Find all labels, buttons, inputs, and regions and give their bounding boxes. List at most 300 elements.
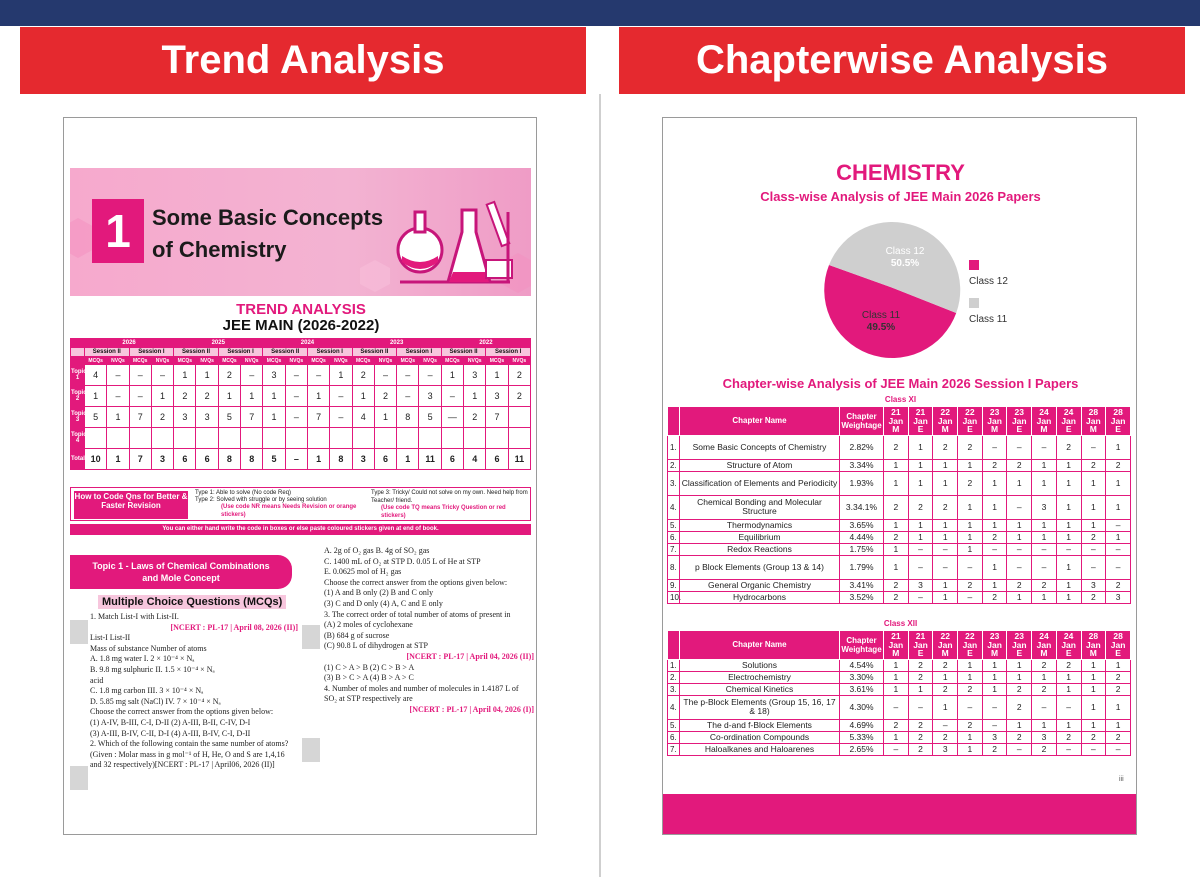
trend-cell: 1 xyxy=(263,407,285,428)
type2-text: Type 2: Solved with struggle or by seeing solution xyxy=(195,497,327,503)
cw-count: 3 xyxy=(1106,591,1131,603)
cw-count: 1 xyxy=(884,519,909,531)
cw-count: 2 xyxy=(982,459,1007,471)
chapter-number: 1 xyxy=(92,199,144,263)
cw-count: – xyxy=(1106,555,1131,579)
cw-weightage: 1.93% xyxy=(840,471,884,495)
cw-count: – xyxy=(958,591,983,603)
cw-count: 1 xyxy=(1081,719,1106,731)
chapter-title-line2: of Chemistry xyxy=(152,237,287,262)
cw-date-header xyxy=(884,631,909,660)
trend-cell: 1 xyxy=(330,365,352,386)
cw-date-part: Jan xyxy=(1061,415,1076,426)
cw-chapter-name: Some Basic Concepts of Chemistry xyxy=(680,435,840,459)
cw-date-part: 21 xyxy=(915,407,926,417)
cw-count: – xyxy=(1056,743,1081,755)
type3-code: (Use code TQ means Tricky Question or red stickers) xyxy=(381,505,506,519)
cw-weightage: 4.44% xyxy=(840,531,884,543)
trend-cell xyxy=(508,407,530,428)
trend-cell: 1 xyxy=(352,386,374,407)
cw-date-part: 28 xyxy=(1113,631,1123,641)
cw-date-part: Jan xyxy=(987,415,1002,426)
trend-subhead: MCQs xyxy=(441,357,463,365)
page-number: iii xyxy=(1119,776,1124,783)
cw-count: 1 xyxy=(982,659,1007,671)
cw-date-part: 24 xyxy=(1039,407,1049,417)
trend-cell: 1 xyxy=(374,407,396,428)
cw-date-part: Jan xyxy=(1036,415,1052,426)
cw-count: 1 xyxy=(1056,579,1081,591)
trend-cell: 4 xyxy=(352,407,374,428)
trend-cell: 6 xyxy=(486,449,508,470)
cw-chapter-name: Thermodynamics xyxy=(680,519,840,531)
trend-cell: 11 xyxy=(508,449,530,470)
cw-date-part: Jan xyxy=(1036,639,1052,650)
cw-date-part: 21 xyxy=(915,631,926,641)
cw-count: 1 xyxy=(1056,471,1081,495)
cw-count: – xyxy=(908,555,933,579)
cw-date-part: Jan xyxy=(987,639,1002,650)
right-page xyxy=(662,117,1137,835)
cw-count: 2 xyxy=(908,731,933,743)
cw-count: – xyxy=(982,719,1007,731)
cw-date-part: 22 xyxy=(940,631,950,641)
topic-tab xyxy=(70,555,292,589)
cw-date-part: E xyxy=(1016,648,1023,658)
question-line: Choose the correct answer from the options given below: xyxy=(324,577,508,587)
cw-date-part: E xyxy=(967,648,973,658)
cw-weightage: 1.79% xyxy=(840,555,884,579)
cw-count: 1 xyxy=(982,519,1007,531)
cw-date-part: M xyxy=(892,648,900,658)
cw-date-part: E xyxy=(917,648,924,658)
trend-subhead: MCQs xyxy=(397,357,419,365)
cw-date-part: M xyxy=(1040,648,1048,658)
cw-row-number: 8. xyxy=(668,555,680,579)
question-line: SO₂ at STP respectively are xyxy=(324,694,413,704)
question-line: A. 2g of O₂ gas B. 4g of SO₂ gas xyxy=(324,546,430,555)
cw-row xyxy=(668,591,1131,603)
cw-count: 2 xyxy=(933,683,958,695)
cw-date-header xyxy=(1081,407,1106,436)
trend-subhead: MCQs xyxy=(174,357,196,365)
cw-weightage: 3.34.1% xyxy=(840,495,884,519)
trend-row-label: Topic 4 xyxy=(71,428,85,449)
cw-count: 1 xyxy=(933,459,958,471)
cw-count: 1 xyxy=(908,519,933,531)
cw-header-weightage-1: Chapter xyxy=(846,411,877,421)
question-line: C. 1400 mL of O₂ at STP D. 0.05 L of He at STP xyxy=(324,556,481,566)
cw-count: 1 xyxy=(958,495,983,519)
cw-count: 1 xyxy=(982,579,1007,591)
left-page xyxy=(63,117,537,835)
trend-row-label: Topic 3 xyxy=(71,407,85,428)
cw-weightage: 3.41% xyxy=(840,579,884,591)
cw-count: 1 xyxy=(958,543,983,555)
cw-count: 2 xyxy=(908,719,933,731)
trend-year: 2023 xyxy=(352,339,441,348)
topic-tab-line1: Topic 1 - Laws of Chemical Combinations xyxy=(92,561,270,571)
question-line: (3) A-III, B-IV, C-II, D-I (4) A-III, B-IV, C-I, D-II xyxy=(90,728,251,738)
cw-count: 2 xyxy=(884,719,909,731)
trend-cell: – xyxy=(330,386,352,407)
trend-cell: 1 xyxy=(218,386,240,407)
cw-count: – xyxy=(1081,435,1106,459)
cw-count: 2 xyxy=(1007,683,1032,695)
cw-date-part: M xyxy=(941,648,949,658)
question-line: (C) 90.8 L of dihydrogen at STP xyxy=(324,641,428,651)
cw-date-part: E xyxy=(967,424,973,434)
cw-count: 1 xyxy=(1106,531,1131,543)
cw-date-part: M xyxy=(1089,424,1097,434)
cw-header-blank xyxy=(668,407,680,436)
cw-row xyxy=(668,671,1131,683)
trend-cell: 7 xyxy=(486,407,508,428)
cw-count: 1 xyxy=(1032,719,1057,731)
cw-count: 2 xyxy=(1056,435,1081,459)
question-line: B. 9.8 mg sulphuric II. 1.5 × 10⁻⁴ × Nₐ xyxy=(90,664,215,674)
cw-date-part: E xyxy=(1065,648,1072,658)
cw-count: 1 xyxy=(1032,471,1057,495)
cw-chapter-name: Solutions xyxy=(680,659,840,671)
cw-row xyxy=(668,555,1131,579)
cw-count: 2 xyxy=(982,743,1007,755)
chapter-title xyxy=(152,202,383,266)
cw-count: 2 xyxy=(958,683,983,695)
trend-cell: 8 xyxy=(218,449,240,470)
cw-date-part: E xyxy=(1115,648,1121,658)
cw-weightage: 2.82% xyxy=(840,435,884,459)
trend-cell: 1 xyxy=(441,365,463,386)
cw-count: 1 xyxy=(958,519,983,531)
trend-cell xyxy=(285,428,307,449)
cw-row xyxy=(668,495,1131,519)
cw-header-row xyxy=(668,631,1131,660)
cw-weightage: 4.54% xyxy=(840,659,884,671)
cw-count: 1 xyxy=(1081,659,1106,671)
cw-weightage: 3.34% xyxy=(840,459,884,471)
cw-count: 2 xyxy=(1106,683,1131,695)
cw-count: 2 xyxy=(1032,683,1057,695)
cw-chapter-name: The d-and f-Block Elements xyxy=(680,719,840,731)
trend-cell: 1 xyxy=(464,386,486,407)
cw-count: 3 xyxy=(1032,495,1057,519)
trend-session: Session II xyxy=(85,348,130,357)
cw-count: 2 xyxy=(908,671,933,683)
cw-count: 1 xyxy=(1007,591,1032,603)
trend-session: Session II xyxy=(174,348,219,357)
trend-cell: 6 xyxy=(174,449,196,470)
cw-count: 2 xyxy=(1007,459,1032,471)
cw-row xyxy=(668,579,1131,591)
cw-chapter-name: Co-ordination Compounds xyxy=(680,731,840,743)
cw-count: 1 xyxy=(1106,435,1131,459)
cw-date-part: 23 xyxy=(1014,631,1025,641)
trend-cell: 3 xyxy=(196,407,218,428)
cw-weightage: 3.30% xyxy=(840,671,884,683)
cw-chapter-name: The p-Block Elements (Group 15, 16, 17 & 18) xyxy=(680,695,840,719)
cw-row-number: 2. xyxy=(668,459,680,471)
cw-count: 1 xyxy=(908,531,933,543)
legend-swatch-class12 xyxy=(969,260,979,270)
trend-cell xyxy=(464,428,486,449)
cw-row-number: 10. xyxy=(668,591,680,603)
trend-cell: – xyxy=(307,365,329,386)
question-line: List-I List-II xyxy=(90,633,131,643)
trend-subhead: NVQs xyxy=(508,357,530,365)
trend-session: Session II xyxy=(352,348,397,357)
trend-cell: 1 xyxy=(151,386,173,407)
trend-session: Session I xyxy=(307,348,352,357)
pie-category-label: Class 12 xyxy=(885,246,925,258)
pie-value-label: 49.5% xyxy=(866,321,896,333)
trend-subhead: MCQs xyxy=(263,357,285,365)
trend-row xyxy=(71,428,531,449)
cw-row-number: 2. xyxy=(668,671,680,683)
cw-count: 1 xyxy=(958,531,983,543)
cw-count: – xyxy=(1007,543,1032,555)
cw-date-header xyxy=(982,407,1007,436)
cw-count: 1 xyxy=(982,495,1007,519)
cw-date-part: M xyxy=(991,648,999,658)
class11-label: Class XI xyxy=(884,395,917,404)
cw-count: 2 xyxy=(908,743,933,755)
cw-date-part: M xyxy=(941,424,949,434)
cw-date-part: 24 xyxy=(1063,407,1074,417)
cw-chapter-name: p Block Elements (Group 13 & 14) xyxy=(680,555,840,579)
cw-count: – xyxy=(1007,435,1032,459)
trend-cell: – xyxy=(330,407,352,428)
cw-count: – xyxy=(1007,555,1032,579)
trend-cell: 1 xyxy=(397,449,419,470)
cw-count: – xyxy=(982,543,1007,555)
cw-date-header xyxy=(1056,631,1081,660)
footer-bar xyxy=(663,794,1137,835)
banner-chapterwise-analysis: Chapterwise Analysis xyxy=(619,27,1185,94)
cw-count: – xyxy=(884,695,909,719)
trend-cell: – xyxy=(397,365,419,386)
trend-cell: – xyxy=(285,407,307,428)
cw-date-part: 23 xyxy=(989,631,1000,641)
cw-count: 2 xyxy=(1032,659,1057,671)
trend-cell: 2 xyxy=(352,365,374,386)
trend-title: TREND ANALYSIS xyxy=(236,301,366,318)
cw-date-part: Jan xyxy=(1061,639,1076,650)
cw-count: 1 xyxy=(908,683,933,695)
cw-count: 2 xyxy=(1106,671,1131,683)
trend-row xyxy=(71,386,531,407)
cw-row-number: 1. xyxy=(668,435,680,459)
trend-cell: 10 xyxy=(85,449,107,470)
trend-cell xyxy=(218,428,240,449)
page-divider xyxy=(599,94,601,877)
trend-cell: 2 xyxy=(374,386,396,407)
cw-count: 2 xyxy=(908,495,933,519)
trend-cell xyxy=(196,428,218,449)
trend-cell xyxy=(441,428,463,449)
cw-date-part: Jan xyxy=(962,415,978,426)
cw-date-header xyxy=(908,407,933,436)
trend-cell: 1 xyxy=(107,407,129,428)
answer-box-q3 xyxy=(302,625,320,649)
question-line: (1) A and B only (2) B and C only xyxy=(324,588,434,598)
cw-date-part: 21 xyxy=(891,407,901,417)
question-line: Mass of substance Number of atoms xyxy=(90,643,207,653)
cw-row xyxy=(668,659,1131,671)
trend-cell: 5 xyxy=(218,407,240,428)
cw-count: 1 xyxy=(884,543,909,555)
cw-weightage: 3.52% xyxy=(840,591,884,603)
cw-count: – xyxy=(1106,743,1131,755)
cw-count: – xyxy=(982,695,1007,719)
cw-count: 2 xyxy=(1007,579,1032,591)
trend-subhead: NVQs xyxy=(464,357,486,365)
class11-table xyxy=(667,406,1131,604)
trend-subhead: MCQs xyxy=(307,357,329,365)
cw-count: 1 xyxy=(1056,591,1081,603)
cw-date-part: 21 xyxy=(891,631,901,641)
trend-session: Session I xyxy=(397,348,442,357)
trend-cell: – xyxy=(285,386,307,407)
trend-cell: – xyxy=(241,365,263,386)
cw-date-header xyxy=(933,407,958,436)
cw-count: 1 xyxy=(1056,683,1081,695)
cw-count: 2 xyxy=(958,471,983,495)
cw-count: 2 xyxy=(1106,731,1131,743)
cw-date-part: M xyxy=(1040,424,1048,434)
question-line: Choose the correct answer from the options given below: xyxy=(90,707,274,717)
cw-count: 2 xyxy=(1056,659,1081,671)
trend-row-label: Total xyxy=(71,449,85,470)
cw-header-weightage-1: Chapter xyxy=(846,635,877,645)
trend-year: 2024 xyxy=(263,339,352,348)
cw-count: 1 xyxy=(982,555,1007,579)
cw-date-part: Jan xyxy=(937,639,953,650)
cw-row-number: 5. xyxy=(668,519,680,531)
cw-count: 1 xyxy=(884,671,909,683)
question-line: C. 1.8 mg carbon III. 3 × 10⁻⁴ × Nₐ xyxy=(90,686,204,696)
cw-date-part: Jan xyxy=(888,415,904,426)
trend-cell xyxy=(307,428,329,449)
cw-count: 2 xyxy=(982,591,1007,603)
question-line: and 32 respectively)[NCERT : PL-17 | April06, 2026 (II)] xyxy=(90,760,275,770)
cw-count: 1 xyxy=(1032,459,1057,471)
trend-cell: – xyxy=(129,365,151,386)
cw-row-number: 4. xyxy=(668,695,680,719)
cw-count: 1 xyxy=(1056,519,1081,531)
question-line: E. 0.0625 mol of H₂ gas xyxy=(324,567,402,577)
question-line: (1) C > A > B (2) C > B > A xyxy=(324,662,415,672)
cw-count: 1 xyxy=(1056,671,1081,683)
cw-count: 2 xyxy=(1007,731,1032,743)
cw-count: 2 xyxy=(1081,591,1106,603)
cw-row-number: 3. xyxy=(668,683,680,695)
trend-cell: — xyxy=(441,407,463,428)
cw-count: – xyxy=(908,695,933,719)
cw-header-blank xyxy=(668,631,680,660)
cw-count: 1 xyxy=(1081,671,1106,683)
lab-equipment-icon xyxy=(390,172,530,290)
cw-count: 1 xyxy=(933,471,958,495)
trend-cell: 3 xyxy=(263,365,285,386)
trend-cell: – xyxy=(397,386,419,407)
cw-count: – xyxy=(933,555,958,579)
cw-count: – xyxy=(958,555,983,579)
cw-row xyxy=(668,731,1131,743)
cw-date-part: Jan xyxy=(962,639,978,650)
cw-date-header xyxy=(908,631,933,660)
cw-count: 2 xyxy=(958,719,983,731)
cw-date-part: Jan xyxy=(888,639,904,650)
cw-count: 3 xyxy=(908,579,933,591)
cw-count: 1 xyxy=(1081,683,1106,695)
cw-date-part: E xyxy=(1016,424,1023,434)
trend-row-label: Topic 2 xyxy=(71,386,85,407)
cw-count: – xyxy=(1081,743,1106,755)
cw-chapter-name: Classification of Elements and Periodicity xyxy=(680,471,840,495)
trend-row xyxy=(71,407,531,428)
cw-count: – xyxy=(1007,743,1032,755)
cw-date-part: Jan xyxy=(913,415,928,426)
code-legend-label: How to Code Qns for Better & Faster Revision xyxy=(74,491,188,519)
class12-table xyxy=(667,630,1131,756)
trend-cell: – xyxy=(129,386,151,407)
answer-box-q1 xyxy=(70,620,88,644)
trend-cell: 7 xyxy=(241,407,263,428)
trend-table xyxy=(70,338,531,470)
question-line: 1. Match List-I with List-II. xyxy=(90,612,179,621)
pie-category-label: Class 11 xyxy=(861,309,901,321)
question-line: (1) A-IV, B-III, C-I, D-II (2) A-III, B-II, C-IV, D-I xyxy=(90,717,251,727)
cw-count: 2 xyxy=(1032,579,1057,591)
chapterwise-title: Chapter-wise Analysis of JEE Main 2026 Session I Papers xyxy=(722,376,1079,391)
trend-cell: – xyxy=(285,449,307,470)
cw-row xyxy=(668,435,1131,459)
cw-date-part: M xyxy=(991,424,999,434)
question-line: 2. Which of the following contain the same number of atoms? xyxy=(90,739,289,749)
trend-cell: 4 xyxy=(85,365,107,386)
trend-cell: 2 xyxy=(508,386,530,407)
trend-cell: 8 xyxy=(397,407,419,428)
cw-date-part: E xyxy=(1115,424,1121,434)
cw-count: 1 xyxy=(958,671,983,683)
trend-cell: 1 xyxy=(307,449,329,470)
cw-count: 1 xyxy=(1056,459,1081,471)
cw-weightage: 2.65% xyxy=(840,743,884,755)
cw-count: 1 xyxy=(1106,471,1131,495)
cw-row-number: 1. xyxy=(668,659,680,671)
cw-count: – xyxy=(884,743,909,755)
cw-date-header xyxy=(1032,631,1057,660)
trend-subhead: MCQs xyxy=(218,357,240,365)
cw-date-part: E xyxy=(917,424,924,434)
trend-subhead: MCQs xyxy=(486,357,508,365)
trend-cell xyxy=(352,428,374,449)
cw-count: 1 xyxy=(933,579,958,591)
cw-date-part: Jan xyxy=(1086,415,1101,426)
cw-date-part: 28 xyxy=(1113,407,1123,417)
answer-box-q4 xyxy=(302,738,320,762)
cw-date-header xyxy=(1032,407,1057,436)
cw-weightage: 5.33% xyxy=(840,731,884,743)
cw-count: 2 xyxy=(908,659,933,671)
trend-cell: 3 xyxy=(151,449,173,470)
trend-subhead: NVQs xyxy=(151,357,173,365)
trend-cell xyxy=(129,428,151,449)
cw-count: 1 xyxy=(958,731,983,743)
trend-subhead: NVQs xyxy=(285,357,307,365)
trend-year: 2025 xyxy=(174,339,263,348)
